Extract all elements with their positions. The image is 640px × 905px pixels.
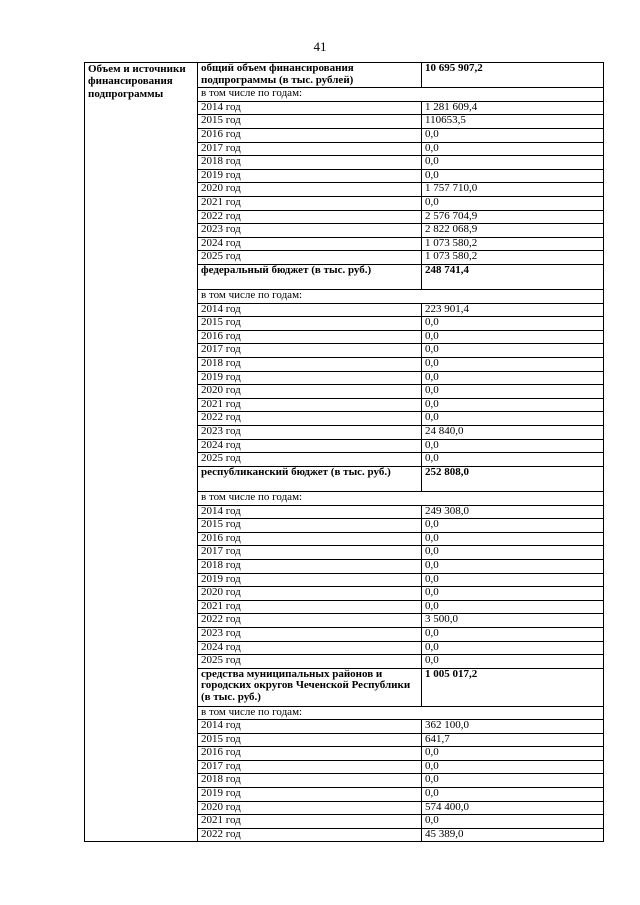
year-label: 2016 год xyxy=(198,747,422,761)
page-number: 41 xyxy=(313,39,327,54)
year-value: 0,0 xyxy=(422,815,604,829)
year-label: 2015 год xyxy=(198,317,422,331)
year-value: 0,0 xyxy=(422,128,604,142)
year-value: 0,0 xyxy=(422,641,604,655)
year-label: 2017 год xyxy=(198,760,422,774)
year-label: 2018 год xyxy=(198,774,422,788)
year-value: 1 073 580,2 xyxy=(422,237,604,251)
year-value: 24 840,0 xyxy=(422,426,604,440)
year-value: 0,0 xyxy=(422,627,604,641)
year-value: 223 901,4 xyxy=(422,303,604,317)
year-label: 2022 год xyxy=(198,210,422,224)
year-label: 2021 год xyxy=(198,600,422,614)
budget-source-label: общий объем финансирования подпрограммы (в тыс. рублей) xyxy=(198,63,422,88)
year-label: 2018 год xyxy=(198,559,422,573)
year-label: 2014 год xyxy=(198,303,422,317)
budget-total-value: 248 741,4 xyxy=(422,264,604,289)
year-label: 2019 год xyxy=(198,169,422,183)
budget-source-label: республиканский бюджет (в тыс. руб.) xyxy=(198,466,422,491)
year-value: 2 822 068,9 xyxy=(422,224,604,238)
year-value: 1 073 580,2 xyxy=(422,251,604,265)
by-years-label: в том числе по годам: xyxy=(198,706,604,720)
year-label: 2020 год xyxy=(198,183,422,197)
year-value: 249 308,0 xyxy=(422,505,604,519)
financing-table-body xyxy=(85,63,604,842)
year-value: 0,0 xyxy=(422,169,604,183)
year-value: 362 100,0 xyxy=(422,720,604,734)
year-value: 2 576 704,9 xyxy=(422,210,604,224)
year-value: 0,0 xyxy=(422,532,604,546)
year-value: 0,0 xyxy=(422,453,604,467)
year-label: 2024 год xyxy=(198,237,422,251)
section-label-cell: Объем и источники финансирования подпрограммы xyxy=(85,63,198,842)
year-value: 3 500,0 xyxy=(422,614,604,628)
year-label: 2022 год xyxy=(198,614,422,628)
year-value: 0,0 xyxy=(422,385,604,399)
year-value: 0,0 xyxy=(422,559,604,573)
year-value: 0,0 xyxy=(422,439,604,453)
year-label: 2015 год xyxy=(198,519,422,533)
year-value: 0,0 xyxy=(422,358,604,372)
year-label: 2022 год xyxy=(198,828,422,842)
year-label: 2024 год xyxy=(198,439,422,453)
budget-total-value: 1 005 017,2 xyxy=(422,668,604,706)
year-value: 0,0 xyxy=(422,788,604,802)
year-value: 0,0 xyxy=(422,412,604,426)
year-value: 0,0 xyxy=(422,747,604,761)
year-value: 0,0 xyxy=(422,330,604,344)
year-label: 2014 год xyxy=(198,101,422,115)
year-label: 2016 год xyxy=(198,330,422,344)
budget-source-label: средства муниципальных районов и городских округов Чеченской Республики (в тыс. руб.) xyxy=(198,668,422,706)
year-label: 2015 год xyxy=(198,115,422,129)
year-label: 2020 год xyxy=(198,385,422,399)
year-value: 0,0 xyxy=(422,317,604,331)
year-value: 110653,5 xyxy=(422,115,604,129)
year-label: 2016 год xyxy=(198,532,422,546)
year-label: 2021 год xyxy=(198,815,422,829)
budget-source-label: федеральный бюджет (в тыс. руб.) xyxy=(198,264,422,289)
year-label: 2017 год xyxy=(198,142,422,156)
year-value: 574 400,0 xyxy=(422,801,604,815)
year-label: 2014 год xyxy=(198,720,422,734)
year-value: 0,0 xyxy=(422,546,604,560)
year-label: 2015 год xyxy=(198,733,422,747)
year-value: 0,0 xyxy=(422,156,604,170)
by-years-label: в том числе по годам: xyxy=(198,290,604,304)
year-label: 2021 год xyxy=(198,196,422,210)
year-label: 2025 год xyxy=(198,655,422,669)
year-value: 1 281 609,4 xyxy=(422,101,604,115)
year-value: 0,0 xyxy=(422,573,604,587)
by-years-label: в том числе по годам: xyxy=(198,88,604,102)
year-label: 2020 год xyxy=(198,801,422,815)
year-label: 2022 год xyxy=(198,412,422,426)
year-label: 2019 год xyxy=(198,788,422,802)
budget-total-value: 10 695 907,2 xyxy=(422,63,604,88)
year-label: 2017 год xyxy=(198,546,422,560)
year-label: 2021 год xyxy=(198,398,422,412)
year-value: 45 389,0 xyxy=(422,828,604,842)
year-label: 2023 год xyxy=(198,426,422,440)
year-value: 641,7 xyxy=(422,733,604,747)
year-value: 0,0 xyxy=(422,371,604,385)
year-value: 0,0 xyxy=(422,142,604,156)
year-label: 2018 год xyxy=(198,358,422,372)
year-value: 0,0 xyxy=(422,655,604,669)
year-label: 2020 год xyxy=(198,587,422,601)
year-label: 2025 год xyxy=(198,251,422,265)
financing-table xyxy=(84,62,604,842)
year-label: 2017 год xyxy=(198,344,422,358)
year-value: 0,0 xyxy=(422,196,604,210)
year-label: 2025 год xyxy=(198,453,422,467)
year-label: 2018 год xyxy=(198,156,422,170)
year-value: 0,0 xyxy=(422,760,604,774)
year-value: 1 757 710,0 xyxy=(422,183,604,197)
year-value: 0,0 xyxy=(422,600,604,614)
year-value: 0,0 xyxy=(422,398,604,412)
year-label: 2024 год xyxy=(198,641,422,655)
year-label: 2019 год xyxy=(198,371,422,385)
budget-total-row xyxy=(85,63,604,88)
year-label: 2019 год xyxy=(198,573,422,587)
year-value: 0,0 xyxy=(422,519,604,533)
budget-total-value: 252 808,0 xyxy=(422,466,604,491)
year-value: 0,0 xyxy=(422,344,604,358)
year-label: 2023 год xyxy=(198,627,422,641)
year-label: 2014 год xyxy=(198,505,422,519)
year-value: 0,0 xyxy=(422,774,604,788)
year-value: 0,0 xyxy=(422,587,604,601)
year-label: 2016 год xyxy=(198,128,422,142)
by-years-label: в том числе по годам: xyxy=(198,492,604,506)
year-label: 2023 год xyxy=(198,224,422,238)
